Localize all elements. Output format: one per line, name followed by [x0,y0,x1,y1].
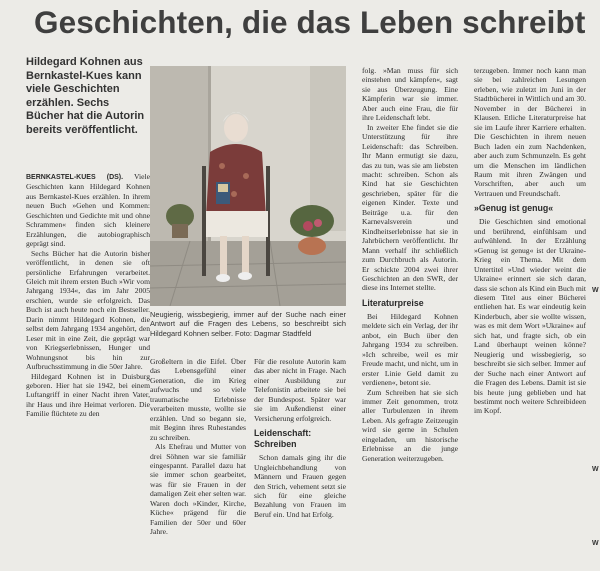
paragraph [26,172,150,249]
edge-letter: W [592,539,599,547]
article-column-2 [150,357,246,571]
article-column-4 [362,66,458,571]
paragraph: Für die resolute Autorin kam das aber nicht in Frage. Nach einer Ausbildung zur Telefonistin arbeitete sie bei der Bundespost. Später war sie im Außendienst einer Versicherung erfolgreich. [254,357,346,423]
dateline: BERNKASTEL-KUES (DS). [26,174,124,181]
subheading: »Genug ist genug« [474,203,554,214]
headline: Geschichten, die das Leben schreibt [34,4,586,40]
paragraph: Zum Schreiben hat sie sich immer Zeit genommen, trotz aller Turbulenzen in ihrem Leben. Als gefragte Zeitzeugin wird sie gerne in Schulen eingeladen, um historische Erlebnisse an die junge Generation weiterzugeben. [362,387,458,463]
photo-caption: Neugierig, wissbegierig, immer auf der Suche nach einer Antwort auf die Fragen des Lebens, so beschreibt sich Hildegard Kohnen selber. Foto: Dagmar Stadtfeld [150,310,346,338]
portrait-photo [150,66,346,306]
edge-letter: W [592,287,599,294]
paragraph: Bei Hildegard Kohnen meldete sich ein Verlag, der ihr anbot, ein Buch über den Jahrgang 1934 zu schreiben. »Ich schreibe, weil es mir Freude macht, und nicht, um in erster Linie Geld damit zu verdienen«, betont sie. [362,311,458,388]
article-column-5 [474,66,586,571]
article-column-1 [26,172,150,571]
subheading: Literaturpreise [362,297,424,308]
article-column-3 [254,357,346,571]
paragraph: In zweiter Ehe findet sie die Unterstützung für ihre Leidenschaft: das Schreiben. Ihr Mann ermutigt sie dazu, das zu tun, was sie am liebsten macht: schreiben. Schon als Kind hat sie Geschichten geschrieben, später für die eigenen Kinder. Texte und Beiträge u.a. für den Karnevalsverein und Kindheitserlebnisse hat sie in Jahrbüchern veröffentlicht. Ihr Mann verhalf ihr schließlich zum Durchbruch als Autorin. Er schickte 2004 zwei ihrer Geschichten an den SWR, der diese ins Internet stellte. [362,122,458,293]
paragraph: Schon damals ging ihr die Ungleichbehandlung von Männern und Frauen gegen den Strich, vehement setzt sie sich für eine gleiche Bezahlung von Frauen im Beruf ein. Und hat Erfolg. [254,453,346,519]
cropped-edge-text [592,286,600,571]
teaser: Hildegard Kohnen aus Bernkastel-Kues kann viele Geschichten erzählen. Sechs Bücher hat die Autorin bereits veröffentlicht. [26,56,145,136]
edge-letter: W [592,466,599,474]
paragraph: folg. »Man muss für sich einstehen und kämpfen«, sagt sie aus Überzeugung. Eine Kämpferin war sie immer. Aber auch eine Frau, die für ihre Leidenschaft lebt. [362,66,458,123]
paragraph: Als Ehefrau und Mutter von drei Söhnen war sie familiär eingespannt. Parallel dazu hat sie immer schon gearbeitet, was für sie Frauen in der damaligen Zeit eher selten war. Waren doch »Kinder, Kirche, Küche« prägend für die Familien der 50er und 60er Jahre. [150,442,246,537]
paragraph-text: Viele Geschichten kann Hildegard Kohnen aus Bernkastel-Kues erzählen. In ihrem neuen Buch »Gehen und Kommen: Geschichten und Gedichte mit und ohne Schrammen« finden sich kleinere Erzählungen, die autobiographisch geprägt sind. [26,172,150,249]
paragraph: terzugeben. Immer noch kann man sie bei zahlreichen Lesungen erleben, wie zuletzt im Juni in der Stadtbücherei in Wittlich und am 30. November in der Bücherei in Klausen. Etliche Literaturpreise hat sie im Laufe ihrer Karriere erhalten. Die Geschichten in ihrem neuen Buch laden ein zum Nachdenken, aber auch zum Schmunzeln. Es geht um die Menschen im ländlichen Raum mit ihren Zwängen und Vorschriften, aber auch um Vertrauen und Freundschaft. [474,66,586,198]
subheading: Leidenschaft: Schreiben [254,428,312,450]
paragraph: Sechs Bücher hat die Autorin bisher veröffentlicht, in denen sie oft persönliche Erfahrungen verarbeitet. Gleich mit ihrem ersten Buch »Wir vom Jahrgang 1934«, das im Jahr 2005 erschien, wurde sie erfolgreich. Das Buch ist auch heute noch ein Bestseller. Darin nimmt Hildegard Kohnen, die selbst dem Jahrgang 1934 angehört, den Leser mit in eine Zeit, die geprägt war von Kriegserlebnissen, Hunger und Wohnungsnot bis hin zur Aufbruchsstimmung in die 50er Jahre. [26,248,150,372]
article-photo [150,66,346,306]
paragraph: Die Geschichten sind emotional und berührend, einfühlsam und aufwühlend. In der Erzählung »Genug ist genug« ist der Ukraine-Krieg ein Thema. Mit dem Untertitel »Und wieder weint die Ukraine« erinnert sie sich daran, dass sie schon als Kind ein Buch mit diesem Titel aus einer Bücherei entliehen hat. Es war eindeutig kein Kinderbuch, aber sie wollte wissen, was es mit dem Wort »Ukraine« auf sich hat, und fragte sich, ob ein Land überhaupt weinen könne? Neugierig und wissbegierig, so beschreibt sie sich selber. Immer auf der Suche nach einer Antwort auf die Fragen des Lebens. Damit ist sie bis heute jung geblieben und hat bestimmt noch weitere Schreibideen im Kopf. [474,217,586,416]
paragraph: Großeltern in die Eifel. Über das Lebensgefühl einer Generation, die im Krieg aufwuchs und so viele traumatische Erlebnisse verarbeiten musste, wollte sie erzählen. Und so begann sie, mit Beginn ihres Ruhestandes zu schreiben. [150,357,246,442]
paragraph: Hildegard Kohnen ist in Duisburg geboren. Hier hat sie 1942, bei einem Luftangriff in einer Nacht ihren Vater, ihr Haus und ihre Heimat verloren. Die Familie flüchtete zu den [26,371,150,419]
